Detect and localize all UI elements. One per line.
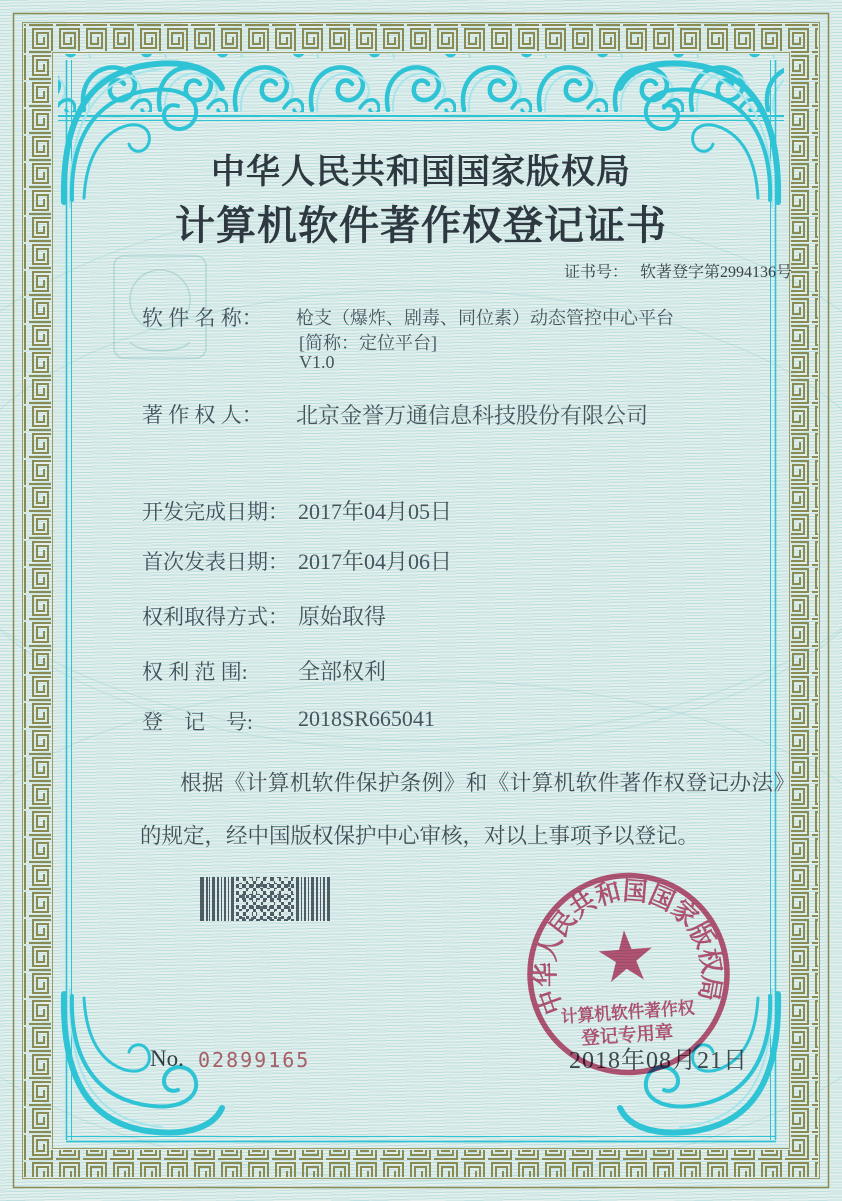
issue-date: 2018年08月21日 (569, 1048, 748, 1074)
software-name-label: 软 件 名 称： (142, 306, 263, 330)
right-scope-value: 全部权利 (298, 659, 387, 684)
seal-text-line2: 登记专用章 (580, 1023, 675, 1050)
certificate-number-label: 证书号： (563, 264, 628, 281)
copyright-owner-value: 北京金誉万通信息科技股份有限公司 (296, 403, 649, 428)
seal-text-line1: 计算机软件著作权 (560, 997, 702, 1027)
serial-label: No. (150, 1046, 184, 1071)
software-name-value: 枪支（爆炸、剧毒、同位素）动态管控中心平台 (296, 308, 674, 328)
certificate-number-value: 软著登字第2994136号 (639, 264, 792, 281)
issuing-authority: 中华人民共和国国家版权局 (211, 154, 631, 191)
official-red-seal (515, 860, 745, 1090)
right-acquisition-value: 原始取得 (298, 604, 387, 629)
certificate-title: 计算机软件著作权登记证书 (175, 203, 667, 248)
software-short-name: [简称：定位平台] (299, 333, 437, 353)
registration-no-label: 登 记 号: (142, 710, 253, 734)
software-version: V1.0 (299, 352, 335, 372)
seal-star-icon (597, 928, 654, 982)
right-scope-label: 权 利 范 围: (142, 660, 248, 684)
first-publish-date-label: 首次发表日期： (142, 550, 289, 574)
serial-number: 02899165 (198, 1048, 311, 1072)
certificate-number-line (564, 259, 792, 282)
first-publish-date-value: 2017年04月06日 (298, 549, 453, 574)
registration-statement: 根据《计算机软件保护条例》和《计算机软件著作权登记办法》的规定，经中国版权保护中心审核，对以上事项予以登记。 (140, 771, 795, 848)
dev-complete-date-label: 开发完成日期： (142, 500, 289, 524)
right-acquisition-label: 权利取得方式： (142, 605, 289, 629)
copyright-owner-label: 著 作 权 人： (142, 403, 263, 427)
dev-complete-date-value: 2017年04月05日 (298, 499, 453, 524)
registration-no-value: 2018SR665041 (298, 706, 435, 731)
seal-arc-text: 中华人民共和国国家版权局 (531, 876, 727, 1019)
